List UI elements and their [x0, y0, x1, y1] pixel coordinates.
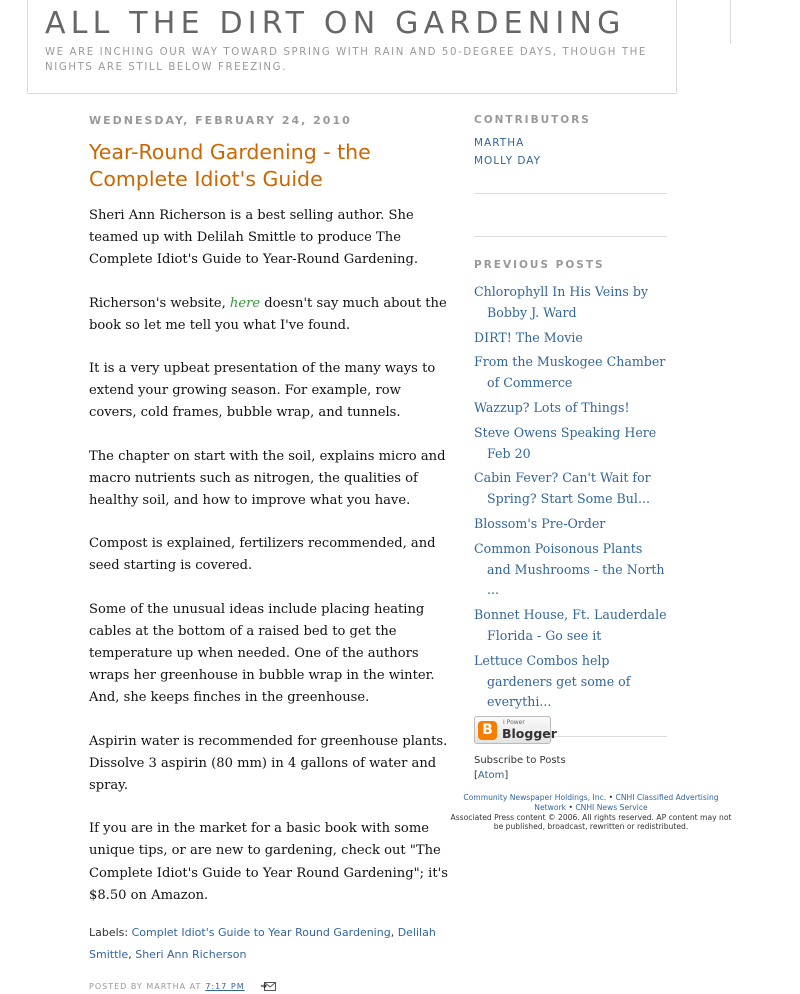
copyright-footer	[448, 793, 734, 832]
post-text: Richerson's website,	[89, 295, 230, 311]
post-footer	[89, 980, 449, 992]
list-item	[474, 605, 667, 647]
post-paragraph: The chapter on start with the soil, explains micro and macro nutrients such as nitrogen, the qualities of healthy soil, and how to improve what you have.	[89, 448, 446, 509]
label-link[interactable]: Sheri Ann Richerson	[135, 948, 247, 962]
post-author: MARTHA	[146, 981, 187, 991]
previous-post-link[interactable]: Blossom's Pre-Order	[474, 515, 606, 531]
previous-post-link[interactable]: Cabin Fever? Can't Wait for Spring? Start Some Bul...	[474, 470, 651, 507]
list-item	[474, 352, 667, 394]
blogger-logo-icon: B	[478, 721, 497, 740]
list-item	[474, 282, 667, 324]
labels-prefix: Labels:	[89, 926, 129, 940]
post-paragraph: Aspirin water is recommended for greenhouse plants. Dissolve 3 aspirin (80 mm) in 4 gallons of water and spray.	[89, 733, 448, 794]
list-item	[474, 651, 667, 713]
list-item	[474, 328, 667, 349]
email-post-icon[interactable]	[261, 980, 277, 992]
post-paragraph	[89, 293, 449, 337]
atom-feed-link[interactable]: Atom	[477, 769, 505, 781]
previous-posts-list	[474, 282, 667, 713]
label-link[interactable]: Complet Idiot's Guide to Year Round Gardening	[131, 926, 391, 940]
sidebar-divider	[474, 236, 667, 237]
list-item	[474, 398, 667, 419]
subscribe-section	[474, 754, 574, 783]
post-paragraph: Some of the unusual ideas include placing heating cables at the bottom of a raised bed to get the temperature up when needed. One of the authors wraps her greenhouse in bubble wrap in the winter. And, she keeps finches in the greenhouse.	[89, 601, 435, 706]
contributors-heading: CONTRIBUTORS	[474, 114, 591, 126]
contributor-link[interactable]: MOLLY DAY	[474, 155, 542, 167]
post-date: WEDNESDAY, FEBRUARY 24, 2010	[89, 114, 352, 127]
previous-post-link[interactable]: Steve Owens Speaking Here Feb 20	[474, 424, 657, 461]
at-text: AT	[189, 981, 202, 991]
previous-post-link[interactable]: Bonnet House, Ft. Lauderdale Florida - Go see it	[474, 607, 667, 643]
cnhi-classified-link[interactable]: CNHI Classified Advertising Network	[534, 793, 719, 812]
blogger-text: Blogger	[502, 726, 557, 741]
posted-by-text: POSTED BY	[89, 981, 143, 991]
sidebar-divider	[474, 193, 667, 194]
post-paragraph: Sheri Ann Richerson is a best selling author. She teamed up with Delilah Smittle to produce The Complete Idiot's Guide to Year-Round Gardening.	[89, 208, 419, 268]
cnhi-news-link[interactable]: CNHI News Service	[575, 802, 648, 812]
main-column	[89, 114, 449, 992]
bullet: •	[568, 802, 573, 812]
subscribe-text: Subscribe to Posts	[474, 755, 566, 766]
blogger-small-text: I Power	[503, 719, 525, 726]
bracket-open: [	[474, 769, 478, 781]
post-body	[89, 205, 449, 907]
list-item	[474, 468, 667, 510]
previous-post-link[interactable]: Chlorophyll In His Veins by Bobby J. Ward	[474, 284, 649, 320]
post-labels: Labels: Complet Idiot's Guide to Year Round Gardening, Delilah Smittle, Sheri Ann Richerson	[89, 926, 436, 962]
bracket-close: ]	[504, 769, 509, 781]
list-item	[474, 514, 667, 535]
blog-description: WE ARE INCHING OUR WAY TOWARD SPRING WITH RAIN AND 50-DEGREE DAYS, THOUGH THE NIGHTS ARE STILL BELOW FREEZING.	[45, 47, 647, 73]
previous-posts-heading: PREVIOUS POSTS	[474, 259, 605, 271]
previous-post-link[interactable]: DIRT! The Movie	[474, 329, 583, 345]
powered-by-blogger-button[interactable]	[474, 716, 557, 744]
post-paragraph: It is a very upbeat presentation of the many ways to extend your growing season. For example, row covers, cold frames, bubble wrap, and tunnels.	[89, 361, 436, 421]
sidebar	[474, 114, 667, 737]
contributors-list	[474, 134, 667, 170]
contributor-link[interactable]: MARTHA	[474, 137, 525, 149]
previous-post-link[interactable]: Common Poisonous Plants and Mushrooms - the North ...	[474, 540, 665, 598]
bullet: •	[608, 793, 614, 802]
cnhi-link[interactable]: Community Newspaper Holdings, Inc.	[463, 793, 607, 802]
post-paragraph: If you are in the market for a basic book with some unique tips, or are new to gardening, check out "The Complete Idiot's Guide to Year Round Gardening"; it's $8.50 on Amazon.	[89, 821, 448, 903]
post-time-link[interactable]: 7:17 PM	[205, 981, 245, 991]
website-link[interactable]: here	[229, 295, 261, 311]
post-title[interactable]: Year-Round Gardening - the Complete Idiot's Guide	[89, 140, 371, 191]
list-item	[474, 423, 667, 465]
list-item	[474, 539, 667, 601]
previous-post-link[interactable]: Wazzup? Lots of Things!	[474, 399, 630, 415]
copyright-text: Associated Press content © 2006. All rights reserved. AP content may not be published, broadcast, rewritten or redistributed.	[450, 812, 732, 832]
label-link[interactable]: Delilah Smittle	[89, 926, 436, 962]
previous-post-link[interactable]: Lettuce Combos help gardeners get some of everythi...	[474, 652, 631, 710]
previous-post-link[interactable]: From the Muskogee Chamber of Commerce	[474, 354, 666, 391]
post-text: doesn't say much about the book so let me tell you what I've found.	[89, 295, 447, 333]
blog-title[interactable]: ALL THE DIRT ON GARDENING	[45, 6, 626, 41]
header-divider	[730, 0, 731, 44]
post-paragraph: Compost is explained, fertilizers recommended, and seed starting is covered.	[89, 536, 436, 574]
